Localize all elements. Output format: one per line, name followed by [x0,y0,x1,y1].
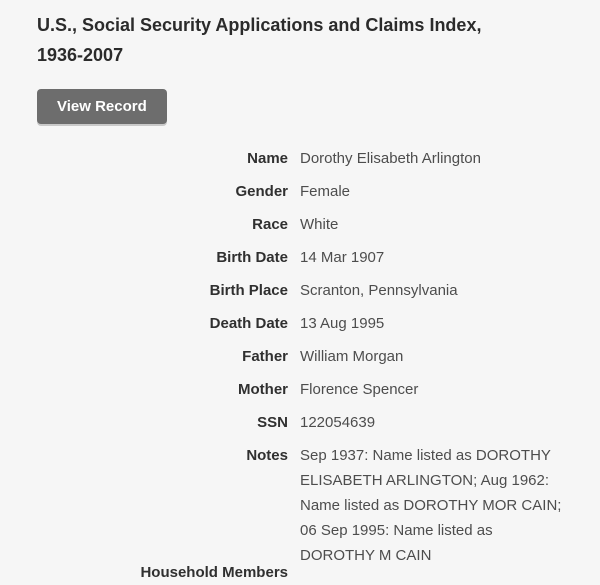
record-field-row [0,212,600,237]
field-label: Gender [235,183,288,200]
field-label: Name [247,150,288,167]
record-field-row [0,146,600,171]
field-label: Death Date [209,315,288,332]
record-panel [0,10,600,585]
field-label: Notes [246,447,288,464]
record-field-row [0,344,600,369]
field-label: Birth Place [209,282,288,299]
field-value: 122054639 [300,414,376,431]
field-value: 14 Mar 1907 [300,249,385,266]
record-fields-table [0,146,600,585]
field-value: Sep 1937: Name listed as DOROTHY ELISABETH ARLINGTON; Aug 1962: Name listed as DOROTHY MOR CAIN; 06 Sep 1995: Name listed as DOROTHY M CAIN [300,447,562,564]
field-value: William Morgan [300,348,404,365]
field-label: Mother [238,381,288,398]
field-value: Female [300,183,351,200]
field-value: Florence Spencer [300,381,419,398]
field-value: Scranton, Pennsylvania [300,282,458,299]
field-value: Dorothy Elisabeth Arlington [300,150,481,167]
field-label: Household Members [140,564,288,581]
record-field-row [0,377,600,402]
field-value: 13 Aug 1995 [300,315,385,332]
record-field-row [0,245,600,270]
record-field-row [0,179,600,204]
record-field-row [0,278,600,303]
page-title: U.S., Social Security Applications and Claims Index, 1936-2007 [37,15,482,65]
record-field-row [0,443,600,568]
field-label: Father [242,348,288,365]
record-field-row [0,560,600,585]
field-value: White [300,216,339,233]
view-record-button[interactable]: View Record [37,89,167,124]
record-field-row [0,410,600,435]
field-label: Race [252,216,288,233]
field-label: SSN [257,414,288,431]
record-field-row [0,311,600,336]
field-value [300,560,565,585]
field-label: Birth Date [216,249,288,266]
